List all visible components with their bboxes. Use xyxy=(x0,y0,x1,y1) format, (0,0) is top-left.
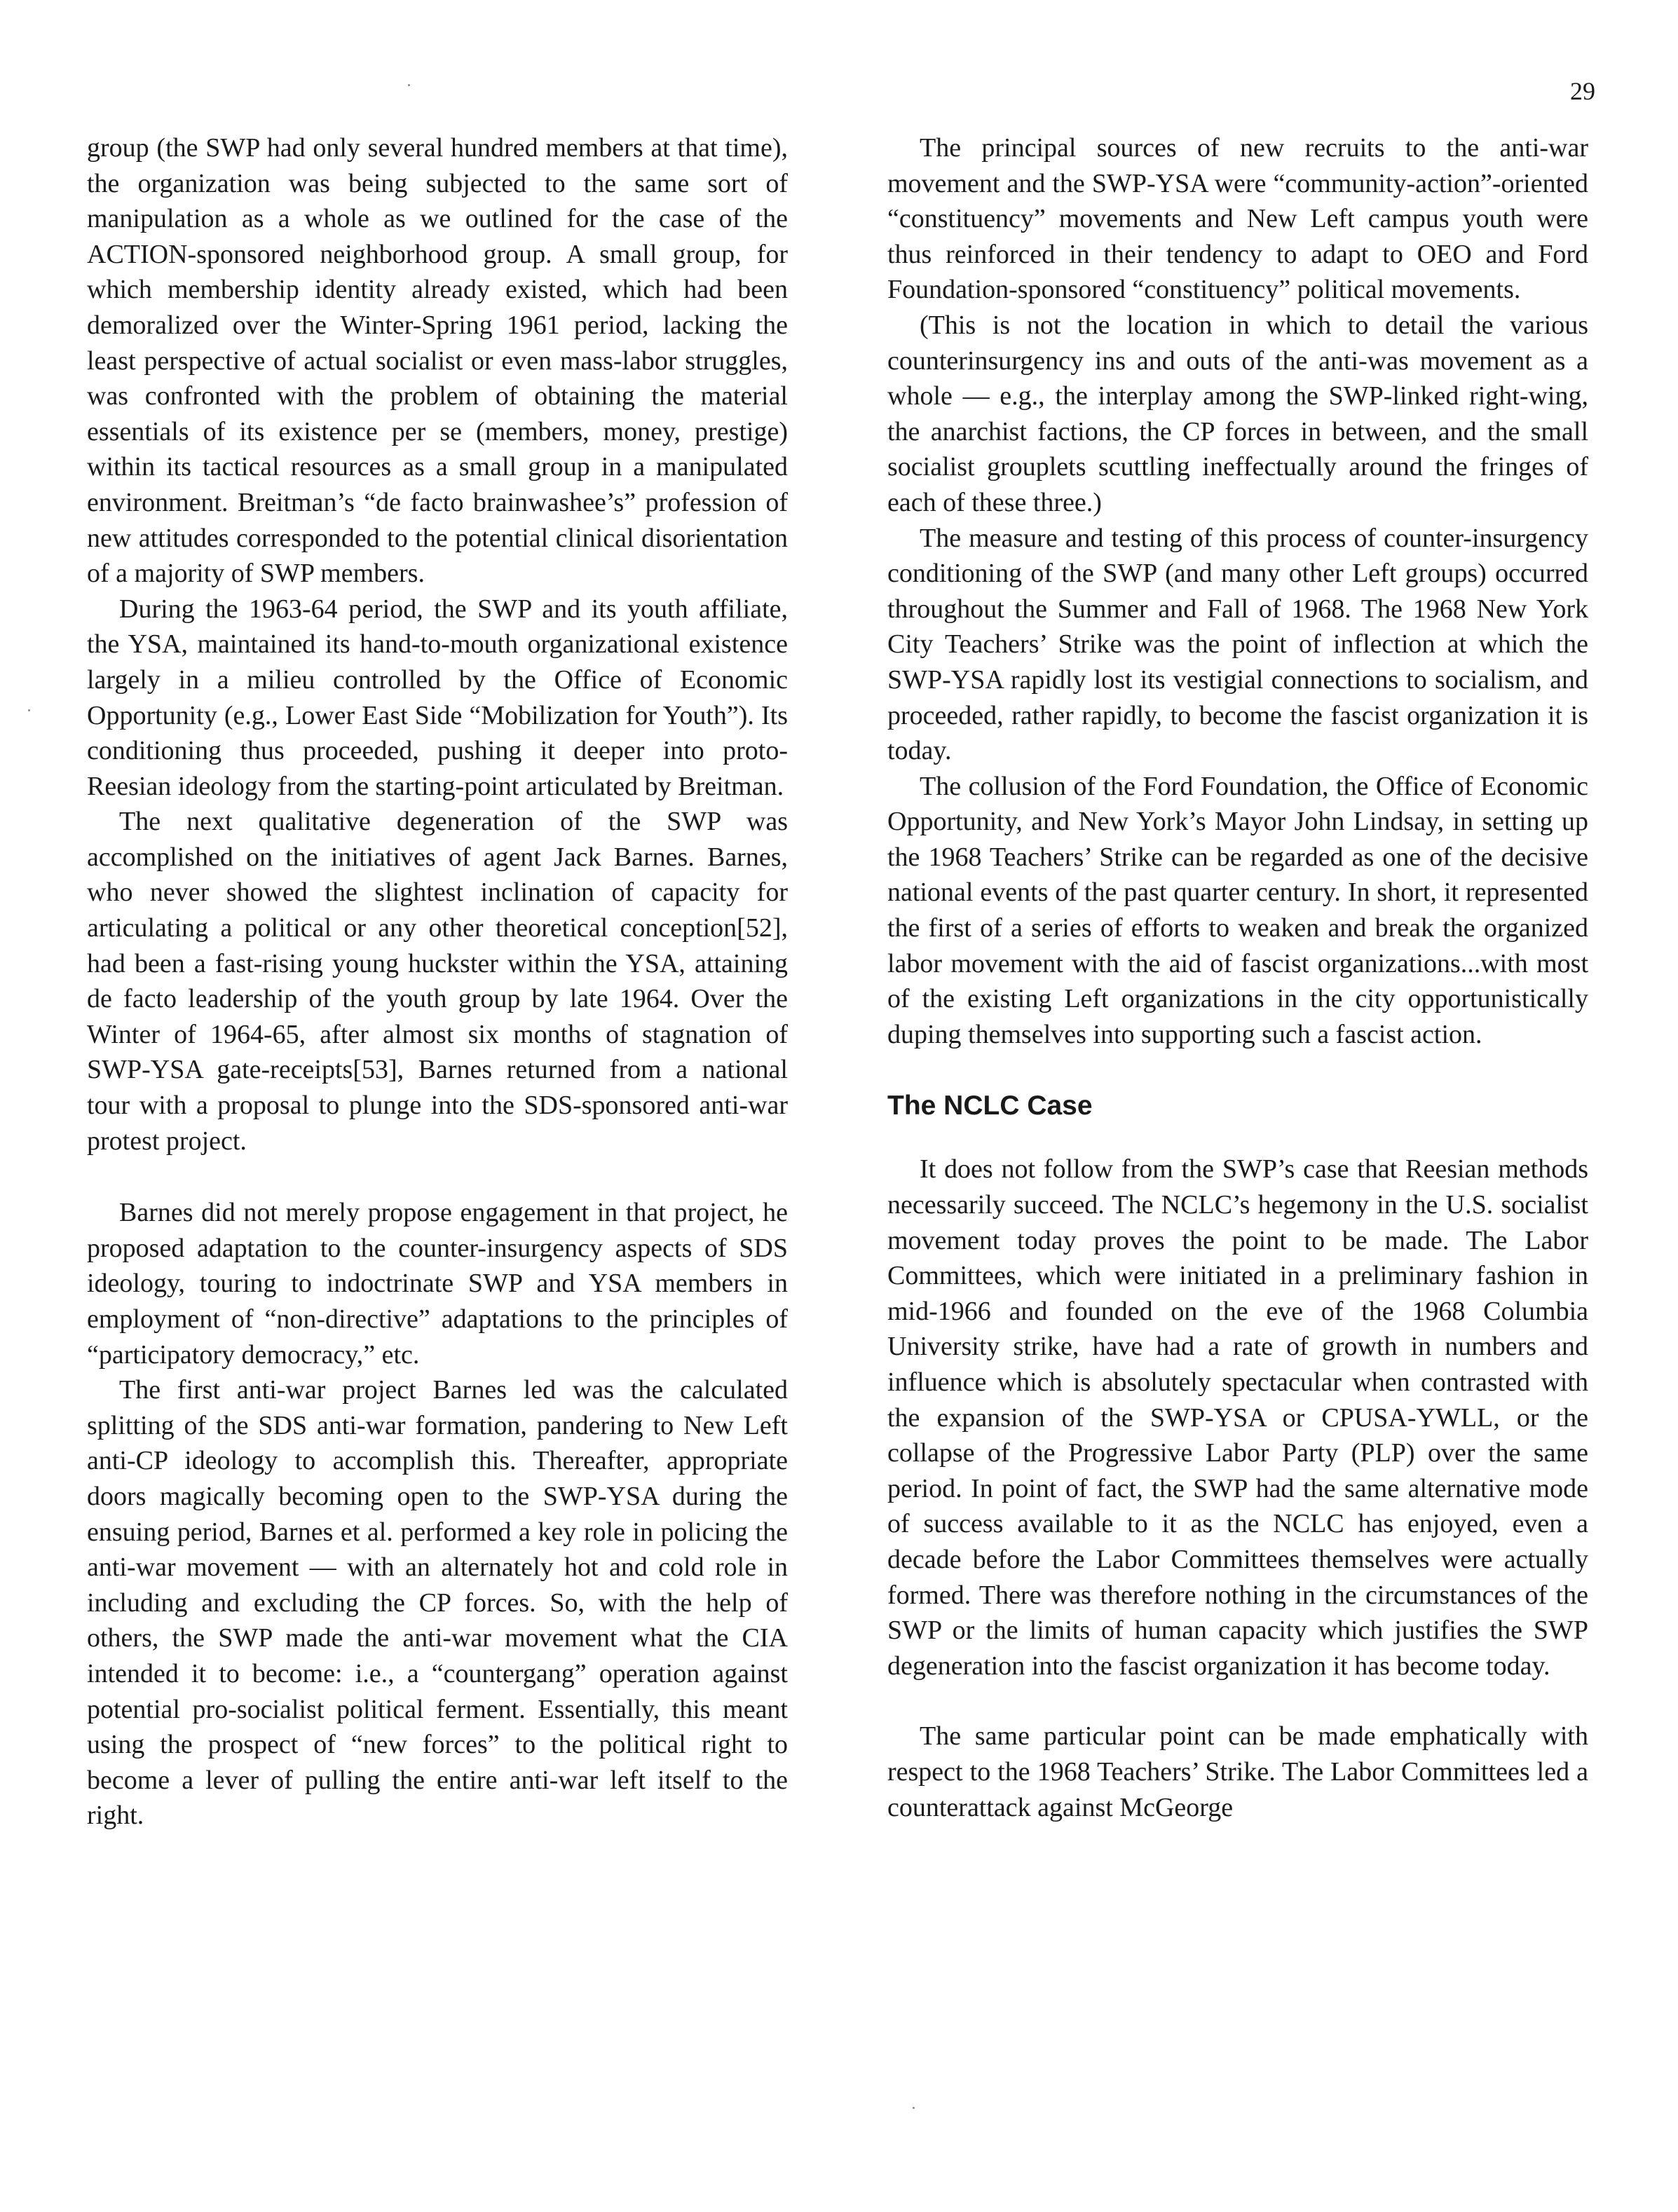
scan-speck xyxy=(913,2107,915,2109)
paragraph: During the 1963-64 period, the SWP and its youth affiliate, the YSA, maintained its hand-to-mouth organizational existence largely in a milieu controlled by the Office of Economic Opportunity (e.g., Lower East Side “Mobilization for Youth”). Its conditioning thus proceeded, pushing it deeper into proto-Reesian ideology from the starting-point articulated by Breitman. xyxy=(87,594,788,801)
paragraph: Barnes did not merely propose engagement in that project, he proposed adaptation to the counter-insurgency aspects of SDS ideology, touring to indoctrinate SWP and YSA members in employment of “non-directive” adaptations to the principles of “participatory democracy,” etc. xyxy=(87,1198,788,1370)
paragraph: The next qualitative degeneration of the SWP was accomplished on the initiatives of agent Jack Barnes. Barnes, who never showed the slightest inclination of capacity for articulating a political or any other theoretical conception[52], had been a fast-rising young huckster within the YSA, attaining de facto leadership of the youth group by late 1964. Over the Winter of 1964-65, after almost six months of stagnation of SWP-YSA gate-receipts[53], Barnes returned from a national tour with a proposal to plunge into the SDS-sponsored anti-war protest project. xyxy=(87,807,788,1156)
paragraph: The principal sources of new recruits to the anti-war movement and the SWP-YSA were “community-action”-oriented “constituency” movements and New Left campus youth were thus reinforced in their tendency to adapt to OEO and Ford Foundation-sponsored “constituency” political movements. xyxy=(887,133,1588,305)
paragraph: The collusion of the Ford Foundation, the Office of Economic Opportunity, and New York’s Mayor John Lindsay, in setting up the 1968 Teachers’ Strike can be regarded as one of the decisive national events of the past quarter century. In short, it represented the first of a series of efforts to weaken and break the organized labor movement with the aid of fascist organizations...with most of the existing Left organizations in the city opportunistically duping themselves into supporting such a fascist action. xyxy=(887,771,1588,1049)
paragraph: (This is not the location in which to detail the various counterinsurgency ins and outs of the anti-was movement as a whole — e.g., the interplay among the SWP-linked right-wing, the anarchist factions, the CP forces in between, and the small socialist grouplets scuttling ineffectually around the fringes of each of these three.) xyxy=(887,310,1588,517)
page-number: 29 xyxy=(1570,77,1595,105)
section-heading: The NCLC Case xyxy=(887,1091,1093,1121)
paragraph: group (the SWP had only several hundred members at that time), the organization was being subjected to the same sort of manipulation as a whole as we outlined for the case of the ACTION-sponsored neighborhood group. A small group, for which membership identity already existed, which had been demoralized over the Winter-Spring 1961 period, lacking the least perspective of actual socialist or even mass-labor struggles, was confronted with the problem of obtaining the material essentials of its existence per se (members, money, prestige) within its tactical resources as a small group in a manipulated environment. Breitman’s “de facto brainwashee’s” profession of new attitudes corresponded to the potential clinical disorientation of a majority of SWP members. xyxy=(87,133,788,589)
right-column xyxy=(887,130,1588,1825)
paragraph: It does not follow from the SWP’s case that Reesian methods necessarily succeed. The NCLC’s hegemony in the U.S. socialist movement today proves the point to be made. The Labor Committees, which were initiated in a preliminary fashion in mid-1966 and founded on the eve of the 1968 Columbia University strike, have had a rate of growth in numbers and influence which is absolutely spectacular when contrasted with the expansion of the SWP-YSA or CPUSA-YWLL, or the collapse of the Progressive Labor Party (PLP) over the same period. In point of fact, the SWP had the same alternative mode of success available to it as the NCLC has enjoyed, even a decade before the Labor Committees themselves were actually formed. There was therefore nothing in the circumstances of the SWP or the limits of human capacity which justifies the SWP degeneration into the fascist organization it has become today. xyxy=(887,1154,1588,1681)
paragraph: The same particular point can be made emphatically with respect to the 1968 Teachers’ Strike. The Labor Committees led a counterattack against McGeorge xyxy=(887,1721,1588,1822)
scan-speck xyxy=(28,709,30,711)
paragraph: The measure and testing of this process of counter-insurgency conditioning of the SWP (and many other Left groups) occurred throughout the Summer and Fall of 1968. The 1968 New York City Teachers’ Strike was the point of inflection at which the SWP-YSA rapidly lost its vestigial connections to socialism, and proceeded, rather rapidly, to become the fascist organization it is today. xyxy=(887,523,1588,766)
left-column xyxy=(87,130,788,1834)
paragraph: The first anti-war project Barnes led was the calculated splitting of the SDS anti-war formation, pandering to New Left anti-CP ideology to accomplish this. Thereafter, appropriate doors magically becoming open to the SWP-YSA during the ensuing period, Barnes et al. performed a key role in policing the anti-war movement — with an alternately hot and cold role in including and excluding the CP forces. So, with the help of others, the SWP made the anti-war movement what the CIA intended it to become: i.e., a “countergang” operation against potential pro-socialist political ferment. Essentially, this meant using the prospect of “new forces” to the political right to become a lever of pulling the entire anti-war left itself to the right. xyxy=(87,1375,788,1831)
scan-speck xyxy=(408,84,410,86)
